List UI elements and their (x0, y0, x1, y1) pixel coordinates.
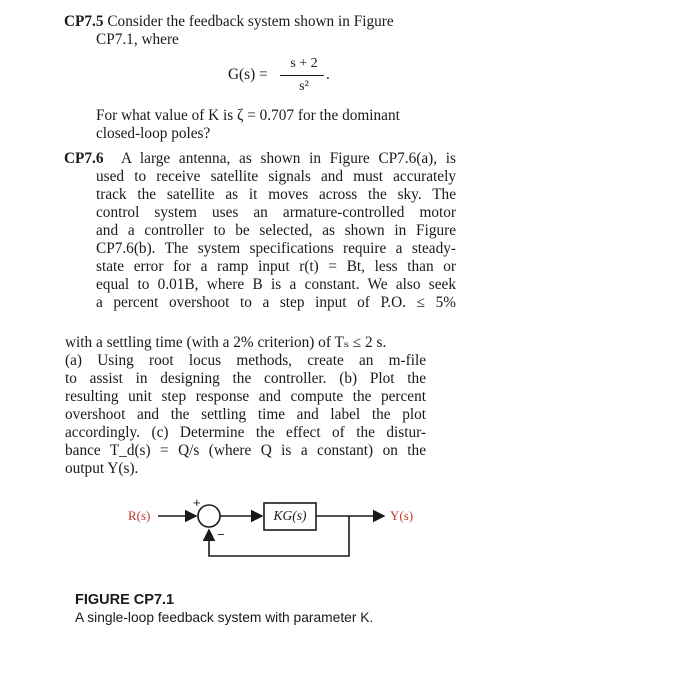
cp76-continuation-line: with a settling time (with a 2% criterion) of Tₛ ≤ 2 s. (65, 334, 387, 351)
minus-sign: − (217, 527, 225, 542)
cp76-continuation-line: bance T_d(s) = Q/s (where Q is a constant) on the (65, 442, 426, 459)
cp76-number-label: CP7.6 (64, 150, 104, 167)
cp76-continuation-line: resulting unit step response and compute the percent (65, 388, 426, 405)
input-label: R(s) (128, 508, 151, 523)
cp75-text-line-2: CP7.1, where (96, 31, 179, 48)
equation-denominator: s² (299, 79, 309, 94)
equation-period: . (326, 66, 330, 83)
cp75-text-line-1: Consider the feedback system shown in Figure (107, 13, 394, 30)
cp75-number: CP7.5 (64, 13, 104, 30)
cp76-line: CP7.6(b). The system specifications require a steady- (96, 240, 456, 257)
cp76-line: and a controller to be selected, as shown in Figure (96, 222, 456, 239)
figure-title: FIGURE CP7.1 (75, 592, 175, 608)
cp76-line: control system uses an armature-controlled motor (96, 204, 456, 221)
cp75-question-line-1: For what value of K is ζ = 0.707 for the dominant (96, 107, 400, 124)
cp76-line: equal to 0.01B, where B is a constant. We also seek (96, 276, 456, 293)
plus-sign: + (193, 495, 201, 510)
cp75-question-line-2: closed-loop poles? (96, 125, 211, 142)
summing-junction (198, 505, 220, 527)
cp76-continuation-line: accordingly. (c) Determine the effect of the distur- (65, 424, 426, 441)
cp76-line: A large antenna, as shown in Figure CP7.6(a), is (121, 150, 456, 167)
cp76-continuation-line: overshoot and the settling time and label the plot (65, 406, 426, 423)
cp76-continuation-line: to assist in designing the controller. (b) Plot the (65, 370, 426, 387)
cp76-line: a percent overshoot to a step input of P.O. ≤ 5% (96, 294, 456, 311)
equation-numerator: s + 2 (290, 56, 318, 71)
block-label: KG(s) (273, 508, 307, 523)
cp76-line: state error for a ramp input r(t) = Bt, less than or (96, 258, 456, 275)
cp76-continuation-line: output Y(s). (65, 460, 139, 477)
cp76-continuation-line: (a) Using root locus methods, create an m-file (65, 352, 426, 369)
equation-lhs: G(s) = (228, 66, 268, 83)
cp76-line: used to receive satellite signals and must accurately (96, 168, 456, 185)
output-label: Y(s) (390, 508, 414, 523)
figure-caption: A single-loop feedback system with parameter K. (75, 610, 374, 625)
cp76-line: track the satellite as it moves across the sky. The (96, 186, 456, 203)
